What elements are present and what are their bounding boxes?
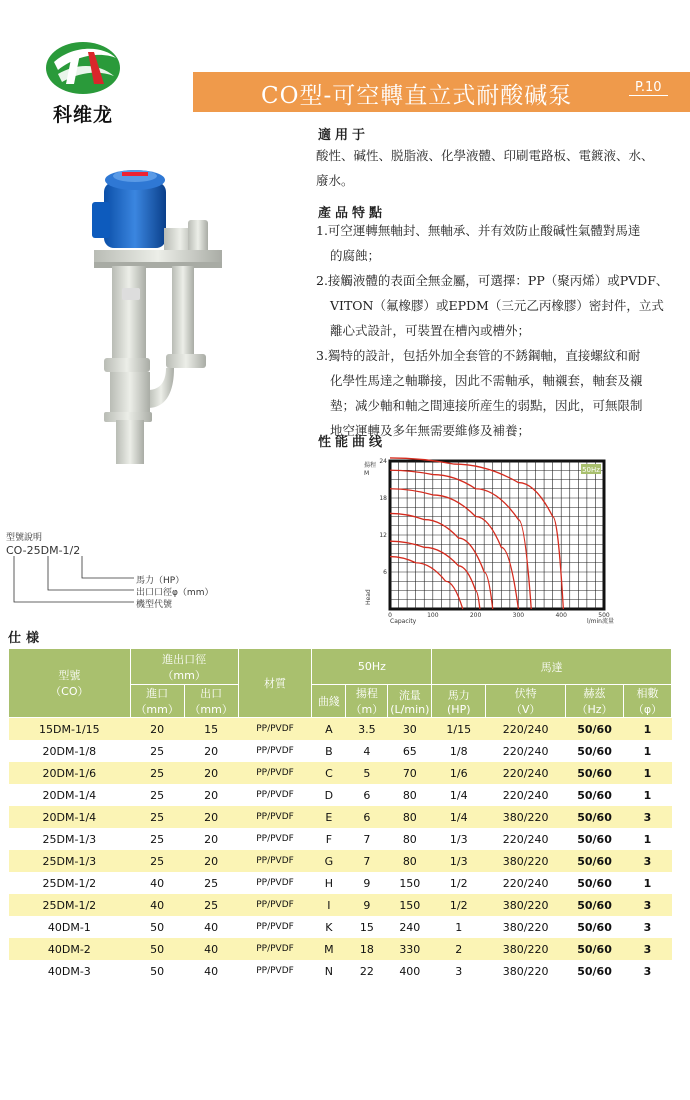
y-tick-label: 18 xyxy=(379,495,387,502)
chart-ylabel-bottom: Head xyxy=(365,589,372,605)
cell-flow: 80 xyxy=(388,850,432,872)
cell-outlet: 20 xyxy=(204,832,219,846)
cell-hp: 1/15 xyxy=(432,718,486,741)
cell-inlet: 20 xyxy=(130,718,184,741)
cell-curve: F xyxy=(325,832,333,846)
th-port xyxy=(130,649,238,685)
th-port-label: 進出口徑 xyxy=(162,652,207,666)
cell-freq: 50/60 xyxy=(577,964,612,978)
th-port-sub: （mm） xyxy=(162,668,206,682)
cell-model: 40DM-3 xyxy=(47,964,91,978)
th-outlet-sub: （mm） xyxy=(189,703,233,716)
cell-inlet: 50 xyxy=(150,964,165,978)
cell-material: PP/PVDF xyxy=(238,718,312,741)
th-inlet xyxy=(130,685,184,718)
feature-line: 的腐蝕； xyxy=(330,248,381,263)
cell-model: 40DM-1 xyxy=(47,920,91,934)
feature-line: 地空運轉及多年無需要維修及補養； xyxy=(330,423,531,438)
cell-curve: I xyxy=(312,894,346,916)
th-material: 材質 xyxy=(238,649,312,718)
cell-curve: B xyxy=(325,744,333,758)
cell-hp: 1/2 xyxy=(432,894,486,916)
cell-freq: 50/60 xyxy=(566,850,624,872)
th-head-sub: （m） xyxy=(350,703,384,716)
th-model xyxy=(9,649,131,718)
cell-freq: 50/60 xyxy=(566,894,624,916)
cell-outlet: 15 xyxy=(184,718,238,741)
cell-head: 9 xyxy=(346,894,388,916)
cell-head: 5 xyxy=(346,762,388,784)
cell-head: 6 xyxy=(363,788,371,802)
legend-hp: 馬力（HP） xyxy=(136,576,185,586)
brand-logo xyxy=(38,40,128,130)
spec-row xyxy=(9,872,672,894)
feature-line: 2.接觸液體的表面全無金屬，可選擇：PP（聚丙烯）或PVDF、 xyxy=(316,273,669,288)
cell-head: 7 xyxy=(363,832,371,846)
th-phase xyxy=(624,685,672,718)
spec-row xyxy=(9,784,672,806)
th-model-label: 型號 xyxy=(58,669,81,682)
th-volt xyxy=(486,685,566,718)
cell-flow: 150 xyxy=(399,876,421,890)
cell-freq: 50/60 xyxy=(577,832,612,846)
cell-curve: A xyxy=(312,718,346,741)
spec-row xyxy=(9,718,672,741)
cell-inlet: 50 xyxy=(150,920,165,934)
cell-phase: 1 xyxy=(643,744,652,758)
y-tick-label: 12 xyxy=(379,532,387,539)
cell-flow: 65 xyxy=(402,744,417,758)
spec-row xyxy=(9,850,672,872)
cell-phase: 1 xyxy=(624,718,672,741)
cell-material: PP/PVDF xyxy=(238,762,312,784)
x-tick-label: 200 xyxy=(469,612,482,619)
cell-model: 15DM-1/15 xyxy=(9,718,131,741)
cell-freq: 50/60 xyxy=(566,938,624,960)
th-outlet xyxy=(184,685,238,718)
th-curve: 曲綫 xyxy=(312,685,346,718)
th-phase-sub: （φ） xyxy=(632,703,663,716)
cell-freq: 50/60 xyxy=(577,788,612,802)
th-volt-label: 伏特 xyxy=(514,687,537,700)
cell-material: PP/PVDF xyxy=(256,966,294,976)
spec-row xyxy=(9,960,672,982)
cell-volt: 380/220 xyxy=(486,938,566,960)
cell-model: 20DM-1/8 xyxy=(42,744,97,758)
th-inlet-sub: （mm） xyxy=(135,703,179,716)
chart-xlabel-left: Capacity xyxy=(390,618,417,625)
cell-outlet: 40 xyxy=(184,938,238,960)
cell-outlet: 25 xyxy=(184,894,238,916)
th-flow-label: 流量 xyxy=(398,688,421,702)
model-legend-title: 型號說明 xyxy=(6,533,43,543)
cell-material: PP/PVDF xyxy=(238,894,312,916)
cell-hp: 3 xyxy=(455,964,463,978)
cell-outlet: 40 xyxy=(204,920,219,934)
cell-volt: 380/220 xyxy=(486,850,566,872)
cell-inlet: 40 xyxy=(130,894,184,916)
cell-flow: 80 xyxy=(402,788,417,802)
cell-material: PP/PVDF xyxy=(256,878,294,888)
cell-inlet: 40 xyxy=(150,876,165,890)
cell-hp: 1/6 xyxy=(432,762,486,784)
cell-hp: 1/8 xyxy=(449,744,468,758)
cell-flow: 80 xyxy=(402,832,417,846)
cell-phase: 1 xyxy=(643,876,652,890)
th-flow-sub: (L/min) xyxy=(390,702,430,716)
performance-chart xyxy=(356,455,616,627)
cell-volt: 220/240 xyxy=(502,788,549,802)
applicable-line: 廢水。 xyxy=(316,173,354,188)
cell-head: 7 xyxy=(346,850,388,872)
legend-type: 機型代號 xyxy=(136,600,173,610)
th-freq-label: 赫茲 xyxy=(583,687,606,700)
vertical-pump-illustration xyxy=(82,158,232,468)
cell-phase: 3 xyxy=(643,920,652,934)
cell-phase: 3 xyxy=(624,894,672,916)
cell-model: 20DM-1/4 xyxy=(9,806,131,828)
cell-flow: 80 xyxy=(388,806,432,828)
cell-model: 20DM-1/6 xyxy=(9,762,131,784)
cell-phase: 3 xyxy=(624,850,672,872)
cell-volt: 220/240 xyxy=(502,832,549,846)
cell-head: 4 xyxy=(363,744,371,758)
x-tick-label: 500 xyxy=(598,612,610,619)
cell-hp: 1/3 xyxy=(432,850,486,872)
spec-row xyxy=(9,806,672,828)
th-hp-sub: (HP) xyxy=(447,702,471,716)
cell-curve: N xyxy=(324,964,334,978)
chart-ylabel-unit: M xyxy=(364,470,370,477)
cell-head: 15 xyxy=(359,920,374,934)
cell-volt: 380/220 xyxy=(486,806,566,828)
th-flow xyxy=(388,685,432,718)
cell-model: 25DM-1/3 xyxy=(9,850,131,872)
cell-freq: 50/60 xyxy=(566,718,624,741)
cell-curve: E xyxy=(312,806,346,828)
cell-volt: 220/240 xyxy=(486,718,566,741)
cell-material: PP/PVDF xyxy=(256,834,294,844)
cell-outlet: 20 xyxy=(184,762,238,784)
cell-inlet: 50 xyxy=(130,938,184,960)
chart-badge: 50Hz xyxy=(582,466,600,474)
cell-outlet: 20 xyxy=(184,806,238,828)
cell-head: 22 xyxy=(359,964,374,978)
th-hz: 50Hz xyxy=(312,649,432,685)
cell-freq: 50/60 xyxy=(566,806,624,828)
cell-inlet: 25 xyxy=(150,744,165,758)
cell-freq: 50/60 xyxy=(566,762,624,784)
cell-freq: 50/60 xyxy=(577,744,612,758)
th-inlet-label: 進口 xyxy=(146,687,169,700)
cell-inlet: 25 xyxy=(150,788,165,802)
cell-outlet: 20 xyxy=(184,850,238,872)
cell-volt: 380/220 xyxy=(486,894,566,916)
specs-heading: 仕様 xyxy=(8,631,45,646)
th-motor: 馬達 xyxy=(432,649,672,685)
cell-material: PP/PVDF xyxy=(238,938,312,960)
applicable-text xyxy=(316,143,654,193)
x-tick-label: 100 xyxy=(427,612,439,619)
cell-hp: 2 xyxy=(432,938,486,960)
kl-logo-icon xyxy=(44,40,122,96)
spec-row xyxy=(9,828,672,850)
cell-model: 20DM-1/4 xyxy=(42,788,97,802)
cell-model: 25DM-1/3 xyxy=(42,832,97,846)
th-outlet-label: 出口 xyxy=(200,687,223,700)
cell-head: 6 xyxy=(346,806,388,828)
cell-model: 25DM-1/2 xyxy=(42,876,97,890)
th-head-label: 揚程 xyxy=(355,687,378,700)
cell-flow: 330 xyxy=(388,938,432,960)
cell-curve: K xyxy=(325,920,333,934)
x-tick-label: 400 xyxy=(555,612,567,619)
spec-row xyxy=(9,740,672,762)
chart-ylabel-top: 揚程 xyxy=(364,462,377,469)
cell-outlet: 40 xyxy=(204,964,219,978)
spec-table xyxy=(8,648,672,982)
spec-row xyxy=(9,894,672,916)
th-freq xyxy=(566,685,624,718)
title-bar xyxy=(193,72,690,112)
chart-xlabel-right: l/min流量 xyxy=(586,618,614,625)
cell-hp: 1 xyxy=(455,920,463,934)
feature-line: 1.可空運轉無軸封、無軸承、并有效防止酸碱性氣體對馬達 xyxy=(316,223,641,238)
chart-y-ticks xyxy=(379,458,387,576)
cell-phase: 1 xyxy=(624,762,672,784)
model-code: CO-25DM-1/2 xyxy=(6,544,81,557)
cell-curve: H xyxy=(324,876,334,890)
cell-volt: 380/220 xyxy=(502,920,549,934)
applicable-heading: 適用于 xyxy=(318,128,370,143)
cell-phase: 3 xyxy=(624,938,672,960)
chart-x-ticks xyxy=(388,612,610,619)
cell-flow: 70 xyxy=(388,762,432,784)
spec-row xyxy=(9,916,672,938)
cell-head: 9 xyxy=(363,876,371,890)
cell-flow: 150 xyxy=(388,894,432,916)
feature-line: 化學性馬達之軸聯接，因此不需軸承，軸襯套，軸套及襯 xyxy=(330,373,643,388)
cell-volt: 220/240 xyxy=(502,876,549,890)
th-phase-label: 相數 xyxy=(636,687,659,700)
cell-inlet: 25 xyxy=(150,832,165,846)
cell-flow: 400 xyxy=(399,964,421,978)
cell-material: PP/PVDF xyxy=(238,806,312,828)
y-tick-label: 6 xyxy=(383,569,387,576)
cell-freq: 50/60 xyxy=(577,876,612,890)
spec-row xyxy=(9,762,672,784)
cell-material: PP/PVDF xyxy=(256,746,294,756)
cell-hp: 1/4 xyxy=(449,788,468,802)
cell-hp: 1/4 xyxy=(432,806,486,828)
th-hp-label: 馬力 xyxy=(447,688,470,702)
th-hp xyxy=(432,685,486,718)
feature-line: VITON（氟橡膠）或EPDM（三元乙丙橡膠）密封件，立式 xyxy=(330,298,664,313)
x-tick-label: 300 xyxy=(512,612,525,619)
applicable-line: 酸性、碱性、脱脂液、化學液體、印刷電路板、電鍍液、水、 xyxy=(316,148,654,163)
cell-hp: 1/2 xyxy=(449,876,468,890)
features-heading: 產品特點 xyxy=(318,206,387,221)
spec-row xyxy=(9,938,672,960)
model-legend-lines xyxy=(6,556,146,612)
cell-outlet: 25 xyxy=(204,876,219,890)
th-volt-sub: （V） xyxy=(510,703,541,716)
cell-inlet: 25 xyxy=(130,762,184,784)
feature-line: 離心式設計，可裝置在槽內或槽外； xyxy=(330,323,531,338)
th-model-sub: （CO） xyxy=(50,685,89,698)
cell-volt: 220/240 xyxy=(486,762,566,784)
legend-outlet: 出口口徑φ（mm） xyxy=(136,588,214,598)
performance-heading: 性能曲线 xyxy=(318,435,387,450)
cell-flow: 30 xyxy=(388,718,432,741)
cell-material: PP/PVDF xyxy=(256,790,294,800)
x-tick-label: 0 xyxy=(388,612,392,619)
cell-model: 40DM-2 xyxy=(9,938,131,960)
cell-phase: 3 xyxy=(643,964,652,978)
cell-volt: 380/220 xyxy=(502,964,549,978)
cell-inlet: 25 xyxy=(130,850,184,872)
cell-hp: 1/3 xyxy=(449,832,468,846)
cell-curve: G xyxy=(312,850,346,872)
feature-line: 3.獨特的設計，包括外加全套管的不銹鋼軸，直接螺紋和耐 xyxy=(316,348,641,363)
cell-phase: 3 xyxy=(624,806,672,828)
th-freq-sub: （Hz） xyxy=(576,703,613,716)
feature-line: 墊；减少軸和軸之間連接所産生的弱點，因此，可無限制 xyxy=(330,398,643,413)
brand-name: 科维龙 xyxy=(52,104,113,126)
model-legend xyxy=(6,530,236,620)
cell-model: 25DM-1/2 xyxy=(9,894,131,916)
features-text xyxy=(316,218,668,443)
cell-phase: 1 xyxy=(643,832,652,846)
cell-phase: 1 xyxy=(643,788,652,802)
cell-flow: 240 xyxy=(399,920,421,934)
cell-head: 18 xyxy=(346,938,388,960)
cell-outlet: 20 xyxy=(204,788,219,802)
cell-material: PP/PVDF xyxy=(256,922,294,932)
page-number: P.10 xyxy=(629,80,668,96)
cell-outlet: 20 xyxy=(204,744,219,758)
cell-inlet: 25 xyxy=(130,806,184,828)
cell-curve: C xyxy=(312,762,346,784)
cell-volt: 220/240 xyxy=(502,744,549,758)
cell-head: 3.5 xyxy=(346,718,388,741)
cell-material: PP/PVDF xyxy=(238,850,312,872)
cell-curve: D xyxy=(324,788,334,802)
th-head xyxy=(346,685,388,718)
cell-freq: 50/60 xyxy=(577,920,612,934)
cell-curve: M xyxy=(312,938,346,960)
y-tick-label: 24 xyxy=(379,458,387,465)
page-title: CO型-可空轉直立式耐酸碱泵 xyxy=(261,83,573,109)
